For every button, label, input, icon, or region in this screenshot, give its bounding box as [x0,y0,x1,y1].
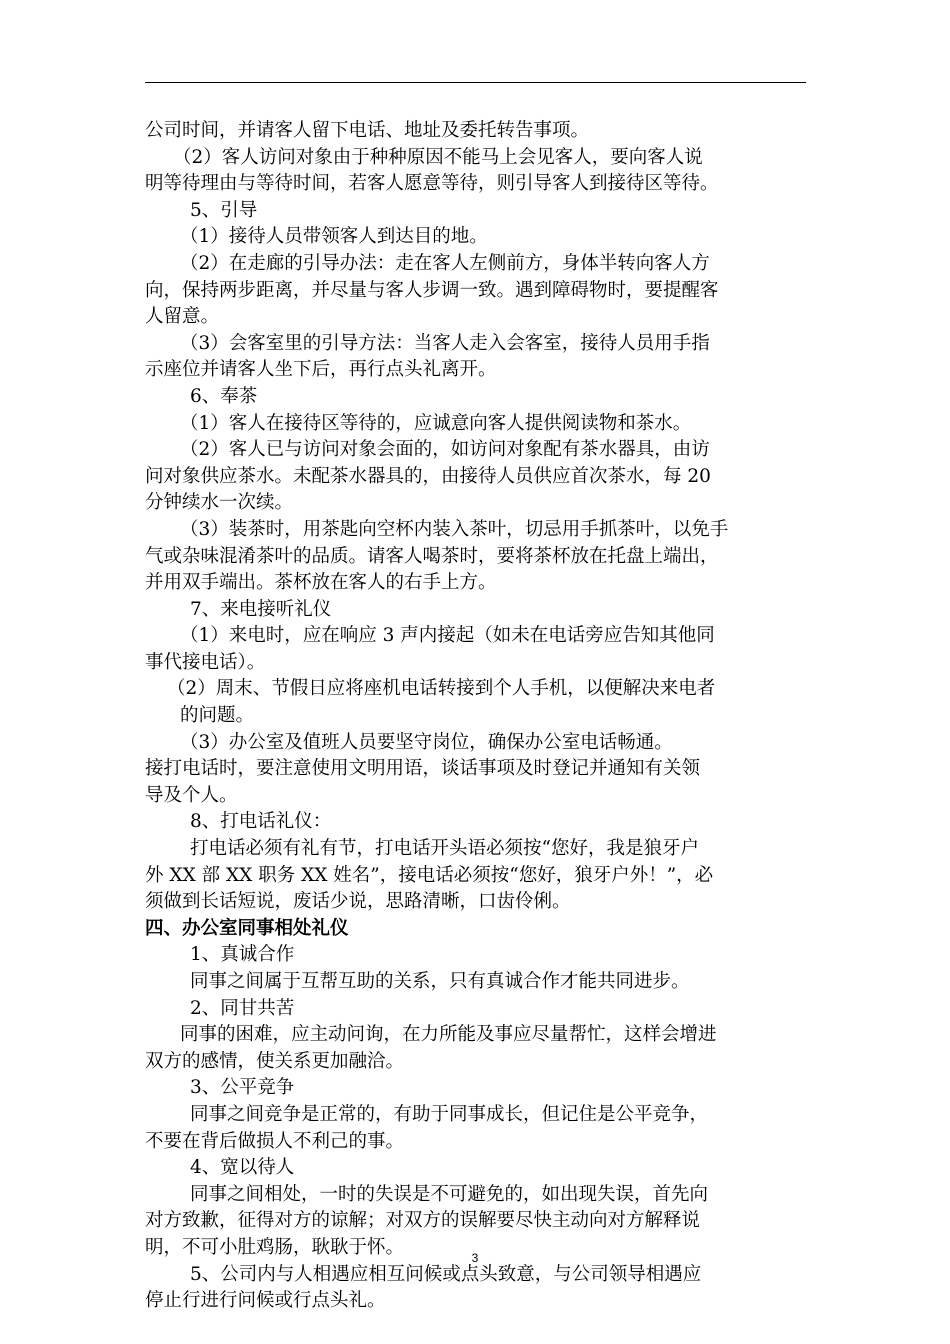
text-line: 7、来电接听礼仪 [190,598,332,620]
text-line: 并用双手端出。茶杯放在客人的右手上方。 [145,572,497,594]
text-line: 同事之间相处，一时的失误是不可避免的，如出现失误，首先向 [190,1183,709,1205]
text-line: （1）来电时，应在响应 3 声内接起（如未在电话旁应告知其他同 [180,625,715,647]
text-line: （1）客人在接待区等待的，应诚意向客人提供阅读物和茶水。 [180,412,692,434]
body-text [145,118,810,1315]
text-line: （2）客人访问对象由于种种原因不能马上会见客人，要向客人说 [173,146,703,168]
text-line: 事代接电话）。 [145,651,266,673]
text-line: （3）装茶时，用茶匙向空杯内装入茶叶，切忌用手抓茶叶，以免手 [180,518,729,540]
text-line: 4、宽以待人 [190,1157,295,1179]
text-line: 双方的感情，使关系更加融洽。 [145,1050,405,1072]
section-heading: 四、办公室同事相处礼仪 [145,917,349,939]
text-line: （2）周末、节假日应将座机电话转接到个人手机，以便解决来电者 [167,678,716,700]
text-line: 3、公平竞争 [190,1077,295,1099]
text-line: 6、奉茶 [190,385,258,407]
text-line: （2）客人已与访问对象会面的，如访问对象配有茶水器具，由访 [180,439,710,461]
text-line: 公司时间，并请客人留下电话、地址及委托转告事项。 [145,120,590,141]
text-line: 向，保持两步距离，并尽量与客人步调一致。遇到障碍物时，要提醒客 [145,279,719,301]
text-line: 5、引导 [190,199,258,221]
text-line: （1）接待人员带领客人到达目的地。 [180,226,488,248]
text-line: 同事之间竞争是正常的，有助于同事成长，但记住是公平竞争， [190,1103,709,1125]
text-line: 导及个人。 [145,784,238,806]
text-line: 5、公司内与人相遇应相互问候或点头致意，与公司领导相遇应 [190,1263,702,1285]
text-line: 2、同甘共苦 [190,997,295,1019]
text-line: 明等待理由与等待时间，若客人愿意等待，则引导客人到接待区等待。 [145,173,719,195]
text-line: 1、真诚合作 [190,944,295,966]
text-line: 的问题。 [180,705,255,727]
text-line: （3）办公室及值班人员要坚守岗位，确保办公室电话畅通。 [180,731,673,753]
text-line: 须做到长话短说，废话少说，思路清晰，口齿伶俐。 [145,891,571,913]
text-line: 问对象供应茶水。未配茶水器具的，由接待人员供应首次茶水，每 20 [145,465,711,487]
header-rule [145,82,806,83]
page-number: 3 [471,1251,479,1265]
text-line: 对方致歉，征得对方的谅解；对双方的误解要尽快主动向对方解释说 [145,1210,701,1232]
text-line: 不要在背后做损人不利己的事。 [145,1130,405,1152]
text-line: 示座位并请客人坐下后，再行点头礼离开。 [145,359,497,381]
text-line: 同事的困难，应主动问询，在力所能及事应尽量帮忙，这样会增进 [180,1024,717,1046]
text-line: 人留意。 [145,306,220,328]
text-line: （3）会客室里的引导方法：当客人走入会客室，接待人员用手指 [180,332,710,354]
text-line: 打电话必须有礼有节，打电话开头语必须按“您好，我是狼牙户 [190,838,699,860]
text-line: 气或杂味混淆茶叶的品质。请客人喝茶时，要将茶杯放在托盘上端出， [145,545,719,567]
text-line: 分钟续水一次续。 [145,492,294,514]
text-line: （2）在走廊的引导办法：走在客人左侧前方，身体半转向客人方 [180,252,710,274]
text-line: 接打电话时，要注意使用文明用语，谈话事项及时登记并通知有关领 [145,758,701,780]
text-line: 外 XX 部 XX 职务 XX 姓名”，接电话必须按“您好，狼牙户外！”，必 [145,864,714,886]
text-line: 停止行进行问候或行点头礼。 [145,1290,386,1312]
text-line: 8、打电话礼仪： [190,811,332,833]
text-line: 明，不可小肚鸡肠，耿耿于怀。 [145,1236,405,1258]
text-line: 同事之间属于互帮互助的关系，只有真诚合作才能共同进步。 [190,971,690,992]
